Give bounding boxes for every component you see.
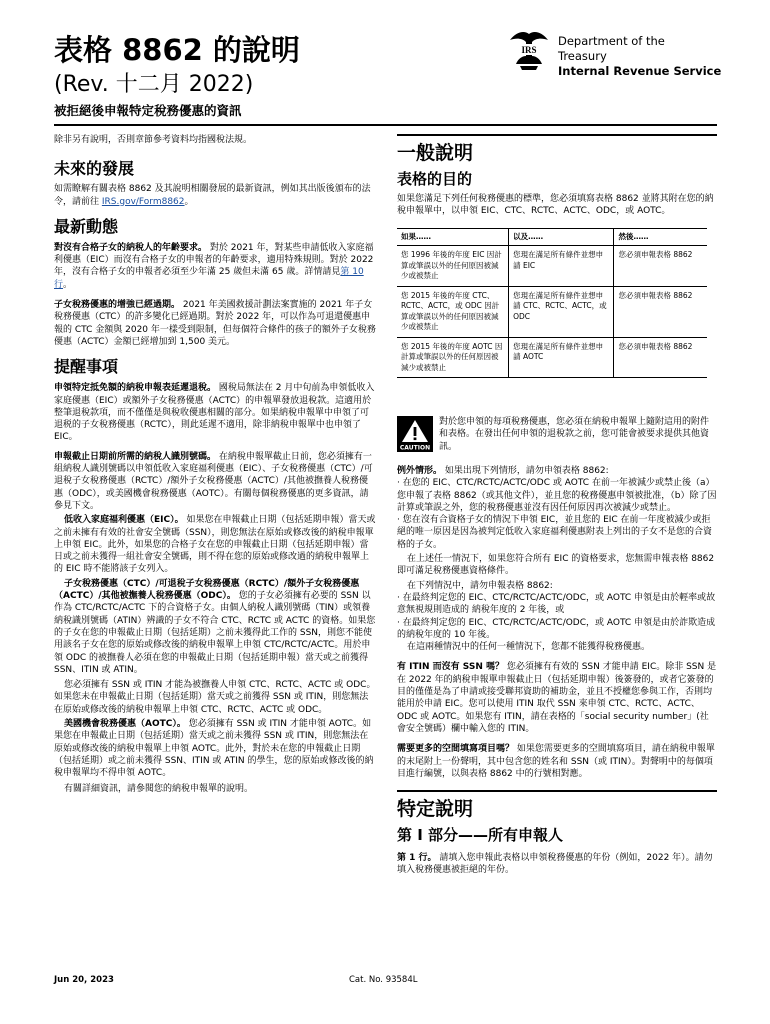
table-cell: 您 1996 年後的年度 EIC 因計算或筆誤以外的任何原因被減少或被禁止 xyxy=(397,246,509,287)
exceptions-intro xyxy=(397,465,717,477)
future-text: 如需瞭解有關表格 8862 及其說明相關發展的最新資訊，例如其出版後頒布的法令，請前往 xyxy=(54,184,371,207)
caution-label: CAUTION xyxy=(399,444,431,452)
left-column xyxy=(54,134,376,796)
agency-line-2: Treasury xyxy=(558,49,607,63)
itin-title: 有 ITIN 而沒有 SSN 嗎？ xyxy=(397,662,504,673)
recent-item-1-title: 對沒有合格子女的納稅人的年齡要求。 xyxy=(54,242,208,253)
recent-item-2 xyxy=(54,299,376,348)
reminder-3-title: 低收入家庭福利優惠（EIC）。 xyxy=(64,515,184,526)
line1-title: 第 1 行。 xyxy=(397,853,437,864)
reminder-6-title: 美國機會稅務優惠（AOTC）。 xyxy=(64,718,186,729)
exception-6: · 在最終判定您的 EIC、CTC/RCTC/ACTC/ODC，或 AOTC 申領是由於詐欺造成的納稅年度的 10 年後。 xyxy=(397,617,716,640)
footer-date: Jun 20, 2023 xyxy=(54,975,114,985)
table-header-and: 以及…… xyxy=(509,228,614,246)
table-row xyxy=(397,337,707,378)
reminder-2 xyxy=(54,451,376,512)
exception-4 xyxy=(397,580,717,592)
recent-heading: 最新動態 xyxy=(54,216,119,236)
itin-paragraph xyxy=(397,661,717,735)
irs-eagle-logo xyxy=(506,26,552,72)
part1-heading: 第 I 部分——所有申報人 xyxy=(397,826,564,845)
table-cell: 您現在滿足所有條件並想申請 EIC xyxy=(509,246,614,287)
reminder-5 xyxy=(54,679,376,716)
reminder-2-text: 在納稅申報單截止日前，您必須擁有一組納稅人識別號碼以申領低收入家庭福利優惠（EIC）、子女稅務優惠（CTC）/可退稅子女稅務優惠（RCTC）/額外子女稅務優惠（ACTC）/其他被撫養人稅務優惠（ODC），或美國機會稅務優惠（AOTC）。有關每個稅務優惠的更多資訊，請參見下文。 xyxy=(54,451,373,511)
table-cell: 您 2015 年後的年度 AOTC 因計算或筆誤以外的任何原因被減少或被禁止 xyxy=(397,337,509,378)
exception-3-text: 在上述任一情況下，如果您符合所有 EIC 的資格要求，您無需申報表格 8862 即可滿足稅務優惠資格條件。 xyxy=(397,554,715,577)
reminder-4 xyxy=(54,578,376,676)
caution-icon xyxy=(397,416,433,452)
specific-rule xyxy=(397,790,717,792)
caution-box xyxy=(397,416,717,453)
recent-item-1-end: 。 xyxy=(63,279,73,290)
exception-2: · 您在沒有合資格子女的情況下申領 EIC，並且您的 EIC 在前一年度被減少或拒絕的唯一原因是因為被判定低收入家庭福利優惠附表上列出的子女不是您的合資格的子女。 xyxy=(397,515,713,550)
exception-7-text: 在這兩種情況中的任何一種情況下，您都不能獲得稅務優惠。 xyxy=(407,642,651,653)
future-end: 。 xyxy=(184,196,194,207)
exception-7 xyxy=(397,641,717,653)
header-rule xyxy=(54,124,717,126)
reminder-6 xyxy=(54,718,376,779)
purpose-text: 如果您滿足下列任何稅務優惠的標準，您必須填寫表格 8862 並將其附在您的納稅申報單中，以申領 EIC、CTC、RCTC、ACTC、ODC，或 AOTC。 xyxy=(397,194,714,217)
right-column xyxy=(397,134,717,877)
general-rule xyxy=(397,134,717,136)
table-cell: 您現在滿足所有條件並想申請 CTC、RCTC、ACTC，或 ODC xyxy=(509,286,614,337)
page-subtitle: 被拒絕後申報特定稅務優惠的資訊 xyxy=(54,103,242,118)
agency-line-3: Internal Revenue Service xyxy=(558,64,722,78)
table-cell: 您必須申報表格 8862 xyxy=(614,337,707,378)
eligibility-table xyxy=(397,228,707,379)
purpose-heading: 表格的目的 xyxy=(397,170,473,188)
reminder-7 xyxy=(54,783,376,795)
intro-text: 除非另有說明，否則章節參考資料均指國稅法規。 xyxy=(54,135,253,145)
table-cell: 您必須申報表格 8862 xyxy=(614,286,707,337)
reminder-7-text: 有關詳細資訊，請參閱您的納稅申報單的說明。 xyxy=(64,784,254,795)
reminder-4-text: 您的子女必須擁有必要的 SSN 以作為 CTC/RCTC/ACTC 下的合資格子女。由個人納稅人識別號碼（TIN）或領養納稅識別號碼（ATIN）辨識的子女不符合 CTC、RCTC 或 ACTC 的資格。如果您的子女在您的申報截止日期（包括延期）之前未獲得此工作的 SSN，則您不能使用該名子女在您的原始或修改後的納稅申報單上申領 CTC/RCTC/ACTC。用於申領 ODC 的被撫養人必須在您的申報截止日期（包括延期申報）當天或之前獲得 SSN、ITIN 或 ATIN。 xyxy=(54,591,376,675)
svg-text:IRS: IRS xyxy=(521,45,537,55)
reminder-6-text: 您必須擁有 SSN 或 ITIN 才能申領 AOTC。如果您在申報截止日期（包括延期）當天或之前未獲得 SSN 或 ITIN，則您無法在原始或修改後的納稅申報單上申領 AOTC。此外，對於未在您的申報截止日期（包括延期）或之前未獲得 SSN、ITIN 或 ATIN 的學生，您的原始或修改後的納稅申報單均不得申領 AOTC。 xyxy=(54,718,374,779)
table-header-then: 然後…… xyxy=(614,228,707,246)
page-title: 表格 8862 的說明 xyxy=(54,33,300,67)
exceptions-text: 如果出現下列情形，請勿申領表格 8862: xyxy=(442,465,609,476)
specific-heading: 特定說明 xyxy=(397,798,474,821)
recent-item-1-text: 對於 2021 年，對某些申請低收入家庭福利優惠（EIC）而沒有合格子女的申報者的年齡要求，適用特殊規則。對於 2022 年，沒有合格子女的申報者必須至少年滿 25 歲但未滿 65 歲。詳情請見 xyxy=(54,242,374,278)
line-10-link[interactable]: 第 10 行 xyxy=(54,267,364,290)
reminder-2-title: 申報截止日期前所需的納稅人識別號碼。 xyxy=(54,451,217,462)
reminder-1-title: 申領特定抵免額的納稅申報表延遲退稅。 xyxy=(54,383,217,394)
future-heading: 未來的發展 xyxy=(54,159,135,179)
exception-3 xyxy=(397,553,717,578)
future-paragraph xyxy=(54,183,376,208)
table-row xyxy=(397,286,707,337)
recent-item-1 xyxy=(54,242,376,291)
footer-catalog-number: Cat. No. 93584L xyxy=(349,975,418,985)
reminder-4-title: 子女稅務優惠（CTC）/可退稅子女稅務優惠（RCTC）/額外子女稅務優惠（ACTC）/其他被撫養人稅務優惠（ODC）。 xyxy=(54,578,360,602)
exception-5: · 在最終判定您的 EIC、CTC/RCTC/ACTC/ODC，或 AOTC 申領是由於輕率或故意無視規則造成的 納稅年度的 2 年後，或 xyxy=(397,592,716,616)
table-cell: 您現在滿足所有條件並想申請 AOTC xyxy=(509,337,614,378)
exception-1: · 在您的 EIC、CTC/RCTC/ACTC/ODC 或 AOTC 在前一年被減少或禁止後（a）您申報了表格 8862（或其他文件），並且您的稅務優惠申領被批准，（b）除了因計算或筆誤之外，您的稅務優惠並沒有因任何原因再次被減少或禁止。 xyxy=(397,478,717,513)
table-cell: 您必須申報表格 8862 xyxy=(614,246,707,287)
agency-name xyxy=(558,34,721,79)
general-heading: 一般說明 xyxy=(397,142,474,164)
reminder-1-text: 國稅局無法在 2 月中旬前為申領低收入家庭優惠（EIC）或額外子女稅務優惠（ACTC）的申報單發放退稅款。這適用於整筆退稅款項，而不僅僅是與稅收優惠相關的部分。如果納稅申報單中申領了可退税的子女稅務優惠（RCTC），則此延遲不適用，除非納稅申報單中也申領了 EIC。 xyxy=(54,383,375,443)
reminder-3 xyxy=(54,514,376,575)
recent-item-2-title: 子女稅務優惠的增強已經過期。 xyxy=(54,300,181,311)
line1-text: 請填入您申報此表格以申領稅務優惠的年份（例如，2022 年）。請勿填入稅務優惠被拒絕的年份。 xyxy=(397,853,713,876)
table-header-if: 如果…… xyxy=(397,228,509,246)
table-cell: 您 2015 年後的年度 CTC、RCTC、ACTC，或 ODC 因計算或筆誤以外的任何原因被減少或被禁止 xyxy=(397,286,509,337)
table-header-row xyxy=(397,228,707,246)
caution-text: 對於您申領的每項稅務優惠，您必須在納稅申報單上隨附這用的附件和表格。在發出任何申領的退稅款之前，您可能會被要求提供其他資訊。 xyxy=(439,417,710,452)
exception-4-text: 在下列情況中，請勿申報表格 8862: xyxy=(407,580,553,591)
exceptions-title: 例外情形。 xyxy=(397,465,443,476)
reminder-1 xyxy=(54,382,376,443)
reminder-5-text: 您必須擁有 SSN 或 ITIN 才能為被撫養人申領 CTC、RCTC、ACTC 或 ODC。如果您未在申報截止日期（包括延期）當天或之前獲得 SSN 或 ITIN，則您無法在原始或修改後的納稅申報單上申領 CTC、RCTC、ACTC 或 ODC。 xyxy=(54,680,376,715)
space-title: 需要更多的空間填寫項目嗎？ xyxy=(397,744,515,755)
reminder-3-text: 如果您在申報截止日期（包括延期申報）當天或之前未擁有有效的社會安全號碼（SSN），則您無法在原始或修改後的納稅申報單上申領 EIC。此外，如果您的合格子女在您的申報截止日期（包括延期申報）當日或之前未獲得一組社會安全號碼，則不得在您的原始或修改過的納稅申報單上的 EIC 時不能將該子女列入。 xyxy=(54,515,376,575)
revision-date: (Rev. 十二月 2022) xyxy=(54,72,254,97)
space-text: 如果您需要更多的空間填寫項目，請在納稅申報單的末尾附上一份聲明，其中包含您的姓名和 SSN（或 ITIN）。對聲明中的每個項目進行編號，以與表格 8862 中的行號相對應。 xyxy=(397,744,715,779)
agency-line-1: Department of the xyxy=(558,34,665,48)
reminders-heading: 提醒事項 xyxy=(54,357,119,377)
itin-text: 您必須擁有有效的 SSN 才能申請 EIC。除非 SSN 是在 2022 年的納稅申報單申報截止日（包括延期申報）後簽發的，或者它簽發的目的僅僅是為了申請或接受聯邦資助的補助金，並且不授權您參與工作，否則均能用於申請 EIC。您可以使用 ITIN 取代 SSN 來申領 CTC、RCTC、ACTC、ODC 或 AOTC。如果您有 ITIN，請在表格的「social security number」(社會安全號碼）欄中輸入您的 ITIN。 xyxy=(397,662,717,734)
form8862-link[interactable]: IRS.gov/Form8862 xyxy=(101,196,185,207)
space-paragraph xyxy=(397,743,717,780)
line1-paragraph xyxy=(397,852,717,877)
recent-item-2-text: 2021 年美國救援計劃法案實施的 2021 年子女稅務優惠（CTC）的許多變化已經過期。對於 2022 年，可以作為可退還優惠申報的 CTC 金額與 2020 年一樣受到限制，但每個符合條件的孩子的額外子女稅務優惠（ACTC）金額已經增加到 1,500 美元。 xyxy=(54,300,376,347)
table-row xyxy=(397,246,707,287)
